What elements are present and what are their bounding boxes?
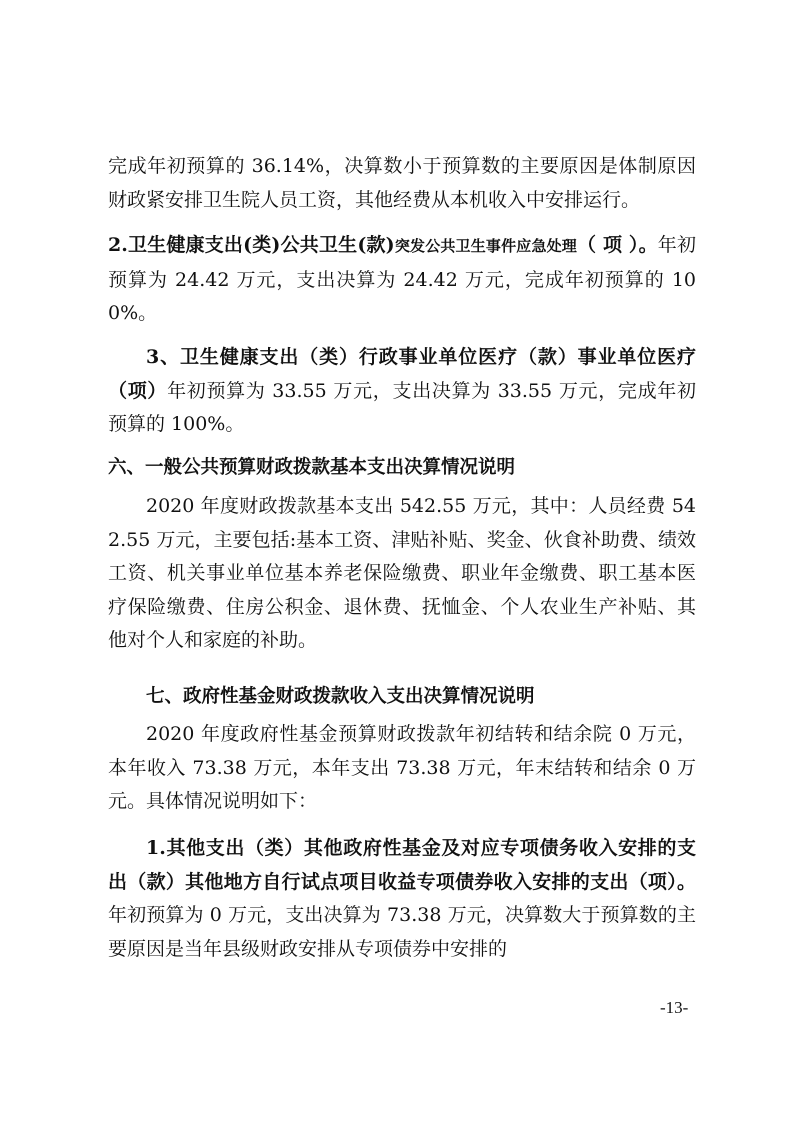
paragraph-6-text: 2020 年度财政拨款基本支出 542.55 万元，其中：人员经费 542.55 万元，主要包括:基本工资、津贴补贴、奖金、伙食补助费、绩效工资、机关事业单位基本养老保险缴费、职业年金缴费、职工基本医疗保险缴费、住房公积金、退休费、抚恤金、个人农业生产补贴、其他对个人和家庭的补助。 — [108, 495, 696, 651]
paragraph-3 — [108, 341, 696, 442]
paragraph-8 — [108, 832, 696, 966]
paragraph-8-heading: 1.其他支出（类）其他政府性基金及对应专项债务收入安排的支出（款）其他地方自行试点项目收益专项债券收入安排的支出（项）。 — [108, 837, 696, 893]
paragraph-1 — [108, 150, 696, 217]
paragraph-1-text: 完成年初预算的 36.14%，决算数小于预算数的主要原因是体制原因财政紧安排卫生院人员工资，其他经费从本机收入中安排运行。 — [108, 155, 696, 211]
paragraph-7-text: 2020 年度政府性基金预算财政拨款年初结转和结余院 0 万元，本年收入 73.38 万元，本年支出 73.38 万元，年末结转和结余 0 万元。具体情况说明如下： — [108, 723, 696, 812]
paragraph-3-heading: 3、卫生健康支出（类）行政事业单位医疗（款）事业单位医疗（项） — [108, 346, 696, 402]
paragraph-2-heading-small: 突发公共卫生事件应急处理 — [394, 237, 577, 255]
paragraph-7 — [108, 718, 696, 819]
paragraph-2-body: 年初预算为 24.42 万元，支出决算为 24.42 万元，完成年初预算的 100%。 — [108, 234, 696, 324]
paragraph-2-heading: 2.卫生健康支出(类)公共卫生(款) — [108, 234, 395, 256]
paragraph-6 — [108, 490, 696, 658]
paragraph-2 — [108, 229, 696, 331]
section-7-heading: 七、政府性基金财政拨款收入支出决算情况说明 — [146, 686, 535, 707]
paragraph-2-heading-tail: （ 项 ）。 — [576, 234, 658, 256]
section-6-heading: 六、一般公共预算财政拨款基本支出决算情况说明 — [108, 457, 516, 478]
page-number: -13- — [660, 998, 689, 1017]
paragraph-3-body: 年初预算为 33.55 万元，支出决算为 33.55 万元，完成年初预算的 100%。 — [108, 379, 696, 435]
paragraph-8-body: 年初预算为 0 万元，支出决算为 73.38 万元，决算数大于预算数的主要原因是当年县级财政安排从专项债券中安排的 — [108, 904, 696, 960]
